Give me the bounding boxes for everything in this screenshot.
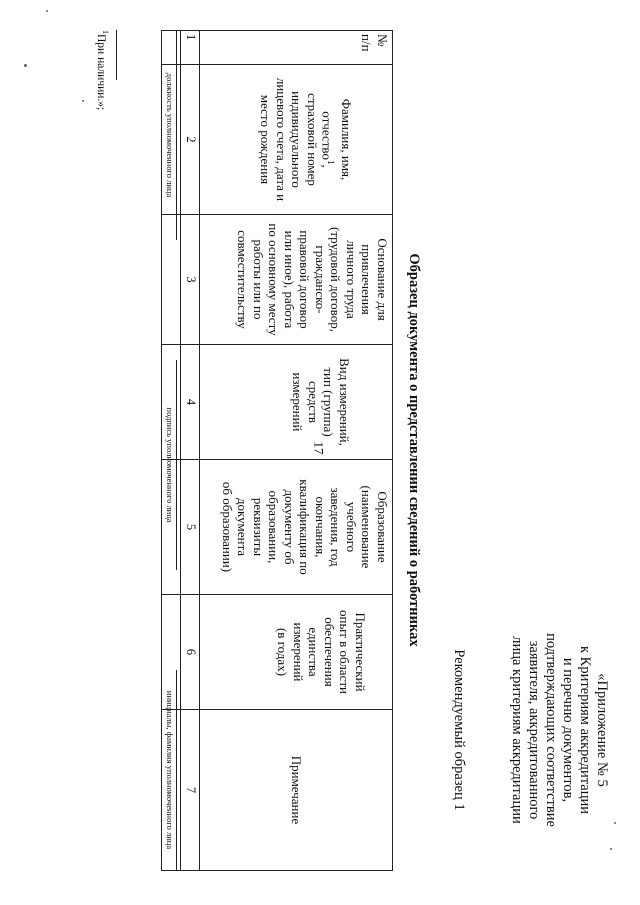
rotated-page-content	[25, 30, 615, 870]
scan-speck	[24, 64, 27, 67]
header-line: «Приложение № 5	[594, 673, 610, 787]
header-cell-experience: Практический опыт в области обеспечения единства измерений (в годах)	[200, 595, 393, 710]
scan-speck	[82, 100, 84, 102]
employees-table	[161, 30, 393, 871]
signature-block	[147, 30, 177, 870]
footnote	[95, 30, 110, 110]
footnote-mark: 1	[326, 159, 337, 165]
header-cell-measurement-type: Вид измерений, тип (группа) средств измерений	[200, 345, 393, 460]
signature-line: подпись уполномоченного лица	[165, 360, 177, 570]
table-number-row	[181, 31, 200, 871]
appendix-header	[508, 590, 610, 870]
table-header-row	[200, 31, 393, 871]
header-line: подтверждающих соответствие	[543, 633, 559, 827]
column-number: 5	[181, 460, 200, 595]
position-signature-line: должность уполномоченного лица	[165, 30, 177, 240]
document-title: Образец документа о представлении сведений о работниках	[406, 253, 422, 647]
header-line: и перечню документов,	[560, 657, 576, 803]
column-number: 4	[181, 345, 200, 460]
header-cell-education: Образование (наименование учебного заведения, год окончания, квалификация по документу об образовании, реквизиты документа об образовании)	[200, 460, 393, 595]
footnote-mark: 1	[101, 30, 110, 34]
page-number: 17	[311, 441, 327, 455]
column-number: 7	[181, 710, 200, 871]
header-cell-full-name: Фамилия, имя, отчество$^1$, страховой номер индивидуального лицевого счета, дата и место рождения	[200, 65, 393, 215]
header-line: лица критериям аккредитации	[509, 636, 525, 824]
column-number: 2	[181, 65, 200, 215]
scan-speck	[46, 10, 48, 12]
column-number: 3	[181, 215, 200, 345]
column-number: 6	[181, 595, 200, 710]
column-number: 1	[181, 31, 200, 65]
header-cell-number: № п/п	[200, 31, 393, 65]
header-line: к Критериям аккредитации	[577, 646, 593, 814]
name-signature-line: инициалы, фамилия уполномоченного лица	[165, 670, 177, 870]
scan-speck	[614, 822, 616, 824]
header-cell-note: Примечание	[200, 710, 393, 871]
scan-speck	[610, 848, 612, 850]
header-cell-basis: Основание для привлечения личного труда (трудовой договор, гражданско- правовой договор или иное), работа по основному месту работы или по совместительству	[200, 215, 393, 345]
header-line: заявителя, аккредитованного	[526, 640, 542, 820]
footnote-divider	[116, 30, 117, 80]
sample-label: Рекомендуемый образец 1	[451, 649, 467, 811]
footnote-text: При наличии.»;	[95, 34, 108, 111]
